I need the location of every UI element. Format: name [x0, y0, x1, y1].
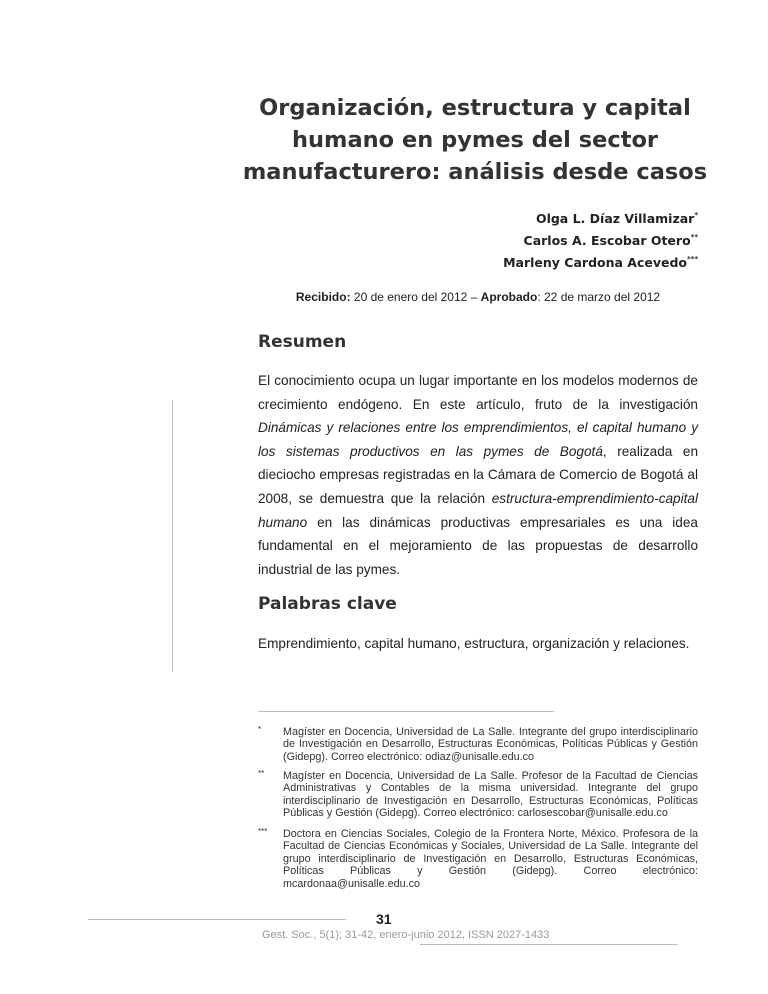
page-number: 31 — [376, 911, 392, 927]
received-date: 20 de enero del 2012 – — [350, 290, 481, 304]
author-name: Carlos A. Escobar Otero — [523, 233, 691, 248]
approved-date: : 22 de marzo del 2012 — [537, 290, 661, 304]
title-line: humano en pymes del sector — [292, 127, 658, 153]
author — [503, 228, 698, 250]
abstract-italic: estructura-emprendimiento-capital humano — [258, 490, 698, 530]
margin-rule — [172, 400, 173, 672]
citation: Gest. Soc., 5(1); 31-42, enero-junio 2012, ISSN 2027-1433 — [262, 929, 550, 941]
abstract-segment: en las dinámicas productivas empresariales es una idea fundamental en el mejoramiento de las propuestas de desarrollo industrial de las pymes. — [258, 514, 698, 577]
author-mark: *** — [687, 255, 698, 263]
author-name: Marleny Cardona Acevedo — [503, 255, 688, 270]
footer-rule-left — [88, 919, 346, 920]
title-line: manufacturero: análisis desde casos — [242, 159, 708, 185]
footer-rule-right — [420, 944, 678, 945]
author-list — [503, 206, 698, 272]
approved-label: Aprobado — [480, 290, 538, 304]
article-title — [230, 92, 720, 188]
received-label: Recibido: — [295, 290, 351, 304]
title-line: Organización, estructura y capital — [259, 95, 691, 121]
footnote-mark: *** — [258, 827, 268, 836]
abstract-segment: El conocimiento ocupa un lugar importante en los modelos modernos de crecimiento endógeno. En este artículo, fruto de la investigación — [258, 373, 698, 412]
author-mark: * — [694, 211, 698, 219]
footnote-divider — [258, 711, 554, 712]
footnote-mark: * — [258, 725, 262, 734]
author — [503, 206, 698, 228]
footnote-text: Magíster en Docencia, Universidad de La Salle. Integrante del grupo interdisciplinario de Investigación en Desarrollo, Estructuras Económicas, Políticas Públicas y Gestión (Gidepg). Correo electrónico: odiaz@unisalle.edu.co — [283, 726, 698, 763]
footnote — [258, 828, 698, 890]
keywords-text: Emprendimiento, capital humano, estructura, organización y relaciones. — [258, 636, 690, 651]
author-mark: ** — [690, 233, 698, 241]
abstract-heading: Resumen — [258, 332, 347, 352]
dates — [258, 290, 698, 304]
footnote — [258, 726, 698, 763]
footnote-text: Doctora en Ciencias Sociales, Colegio de la Frontera Norte, México. Profesora de la Facultad de Ciencias Económicas y Sociales, Universidad de La Salle. Integrante del grupo interdisciplinario de Investigación en Desarrollo, Estructuras Económicas, Políticas Públicas y Gestión (Gidepg). Correo electrónico: mcardonaa@unisalle.edu.co — [283, 828, 698, 890]
footnote — [258, 770, 698, 820]
author — [503, 250, 698, 272]
abstract-segment: , realizada en dieciocho empresas registradas en la Cámara de Comercio de Bogotá al 2008, se demuestra que la relación — [258, 443, 699, 506]
footnote-text: Magíster en Docencia, Universidad de La Salle. Profesor de la Facultad de Ciencias Administrativas y Contables de la misma universidad. Integrante del grupo interdisciplinario de Investigación en Desarrollo, Estructuras Económicas, Políticas Públicas y Gestión (Gidepg). Correo electrónico: carlosescobar@unisalle.edu.co — [283, 770, 698, 820]
footnote-mark: ** — [258, 769, 265, 778]
abstract-text — [258, 369, 698, 581]
abstract-italic: Dinámicas y relaciones entre los emprendimientos, el capital humano y los sistemas productivos en las pymes de Bogotá — [258, 420, 698, 459]
author-name: Olga L. Díaz Villamizar — [535, 211, 695, 226]
keywords-heading: Palabras clave — [258, 594, 397, 614]
